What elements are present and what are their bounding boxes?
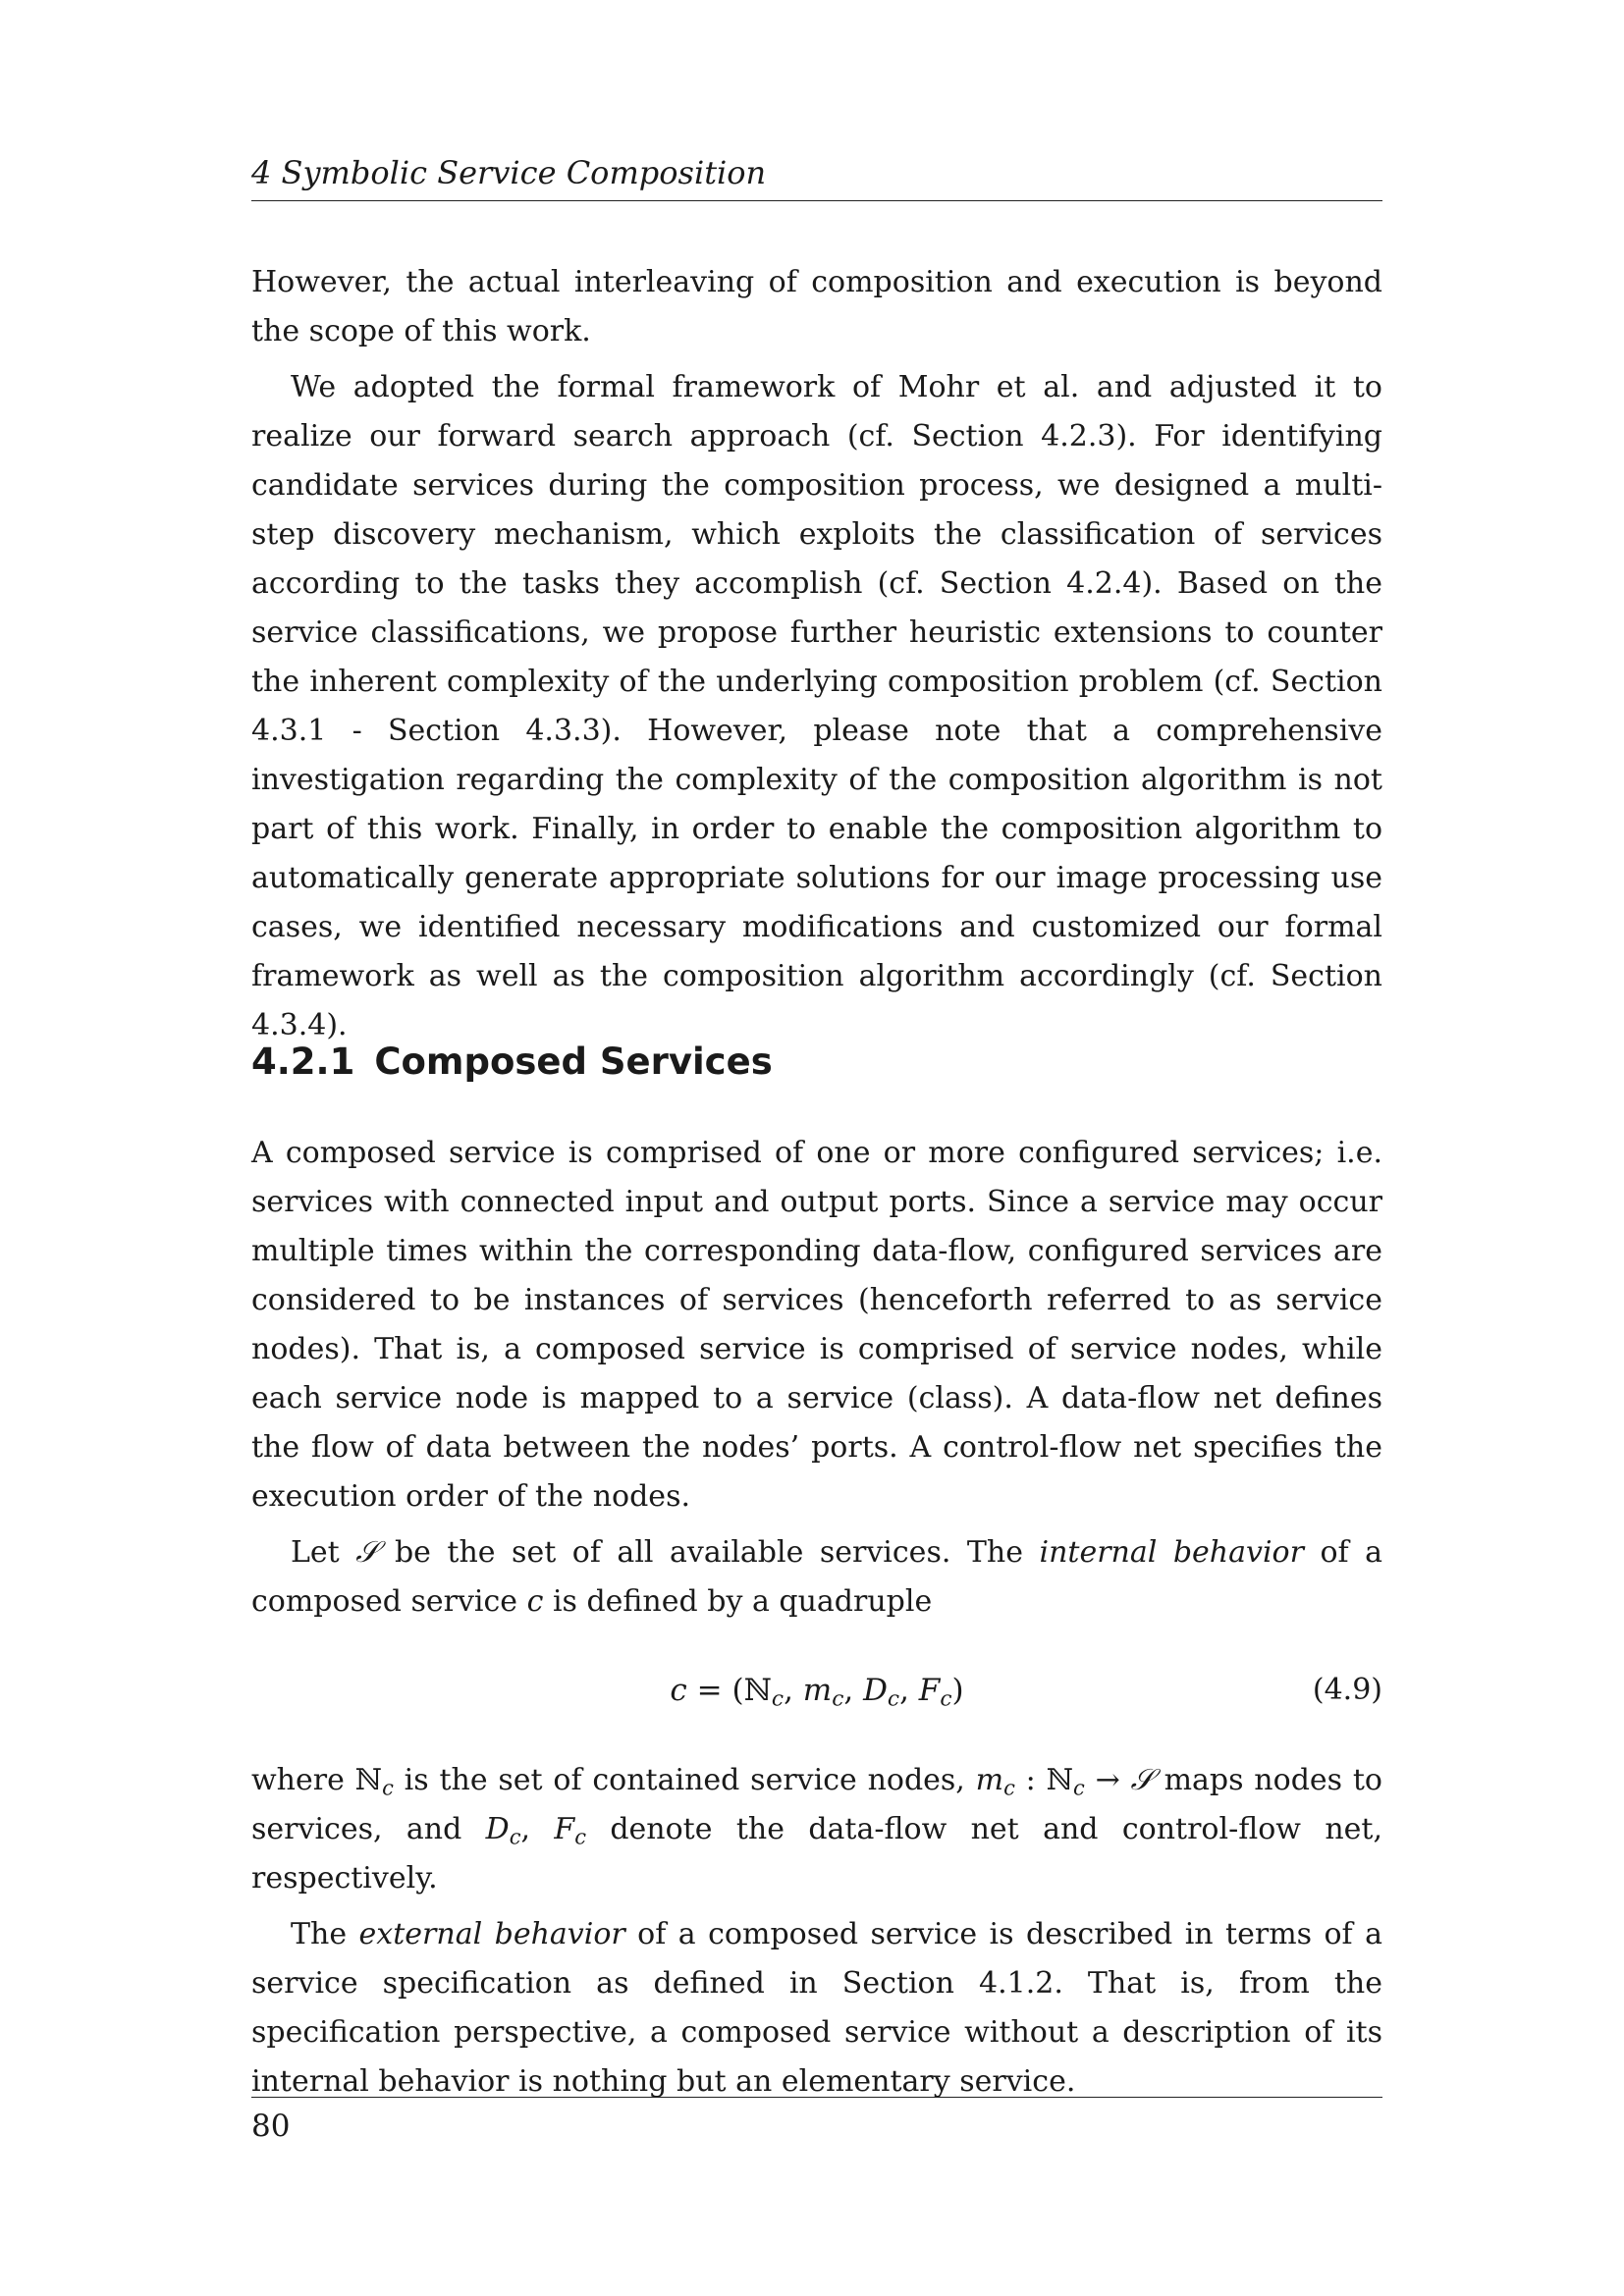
- section-heading: [251, 1039, 1382, 1086]
- set-symbol: 𝒮: [355, 1535, 379, 1570]
- page-number: 80: [251, 2109, 291, 2144]
- footer-rule: [251, 2097, 1382, 2098]
- paragraph: We adopted the formal framework of Mohr et al. and adjusted it to realize our forward search approach (cf. Section 4.2.3). For identifying candidate services during the composition process, we designed a multi-step discovery mechanism, which exploits the classification of services according to the tasks they accomplish (cf. Section 4.2.4). Based on the service classifications, we propose further heuristic extensions to counter the inherent complexity of the underlying composition problem (cf. Section 4.3.1 - Section 4.3.3). However, please note that a comprehensive investigation regarding the complexity of the composition algorithm is not part of this work. Finally, in order to enable the composition algorithm to automatically generate appropriate solutions for our image processing use cases, we identified necessary modifications and customized our formal framework as well as the composition algorithm accordingly (cf. Section 4.3.4).: [251, 370, 1382, 1042]
- equation-number: (4.9): [1312, 1673, 1382, 1707]
- paragraph: A composed service is comprised of one or more configured services; i.e. services with connected input and output ports. Since a service may occur multiple times within the corresponding data-flow, configured services are considered to be instances of services (henceforth referred to as service nodes). That is, a composed service is comprised of service nodes, while each service node is mapped to a service (class). A data-flow net defines the flow of data between the nodes’ ports. A control-flow net specifies the execution order of the nodes.: [251, 1136, 1382, 1514]
- paragraph: However, the actual interleaving of composition and execution is beyond the scope of this work.: [251, 265, 1382, 348]
- document-page: [251, 0, 1382, 2296]
- paragraph: where ℕ$_c$ is the set of contained service nodes, $m_c$ : ℕ$_c$ → 𝒮 maps nodes to services, and $D_c$, $F_c$ denote the data-flow net and control-flow net, respectively.: [251, 1763, 1383, 1896]
- emphasis: external behavior: [358, 1917, 625, 1951]
- math-variable: c: [526, 1584, 544, 1619]
- running-head: 4 Symbolic Service Composition: [251, 154, 767, 191]
- section-title: Composed Services: [374, 1041, 773, 1083]
- section-body: [251, 1129, 1382, 2107]
- equation: [251, 1666, 1382, 1715]
- paragraph: The external behavior of a composed service is described in terms of a service specification as defined in Section 4.1.2. That is, from the specification perspective, a composed service without a description of its internal behavior is nothing but an elementary service.: [251, 1917, 1382, 2099]
- intro-text: [251, 258, 1382, 1050]
- section-number: 4.2.1: [251, 1041, 355, 1083]
- emphasis: internal behavior: [1039, 1535, 1304, 1570]
- paragraph: Let 𝒮 be the set of all available services. The internal behavior of a composed service c is defined by a quadruple: [251, 1535, 1383, 1619]
- header-rule: [251, 200, 1382, 201]
- equation-expression: c = (ℕ$_c$, $m_c$, $D_c$, $F_c$): [670, 1673, 964, 1712]
